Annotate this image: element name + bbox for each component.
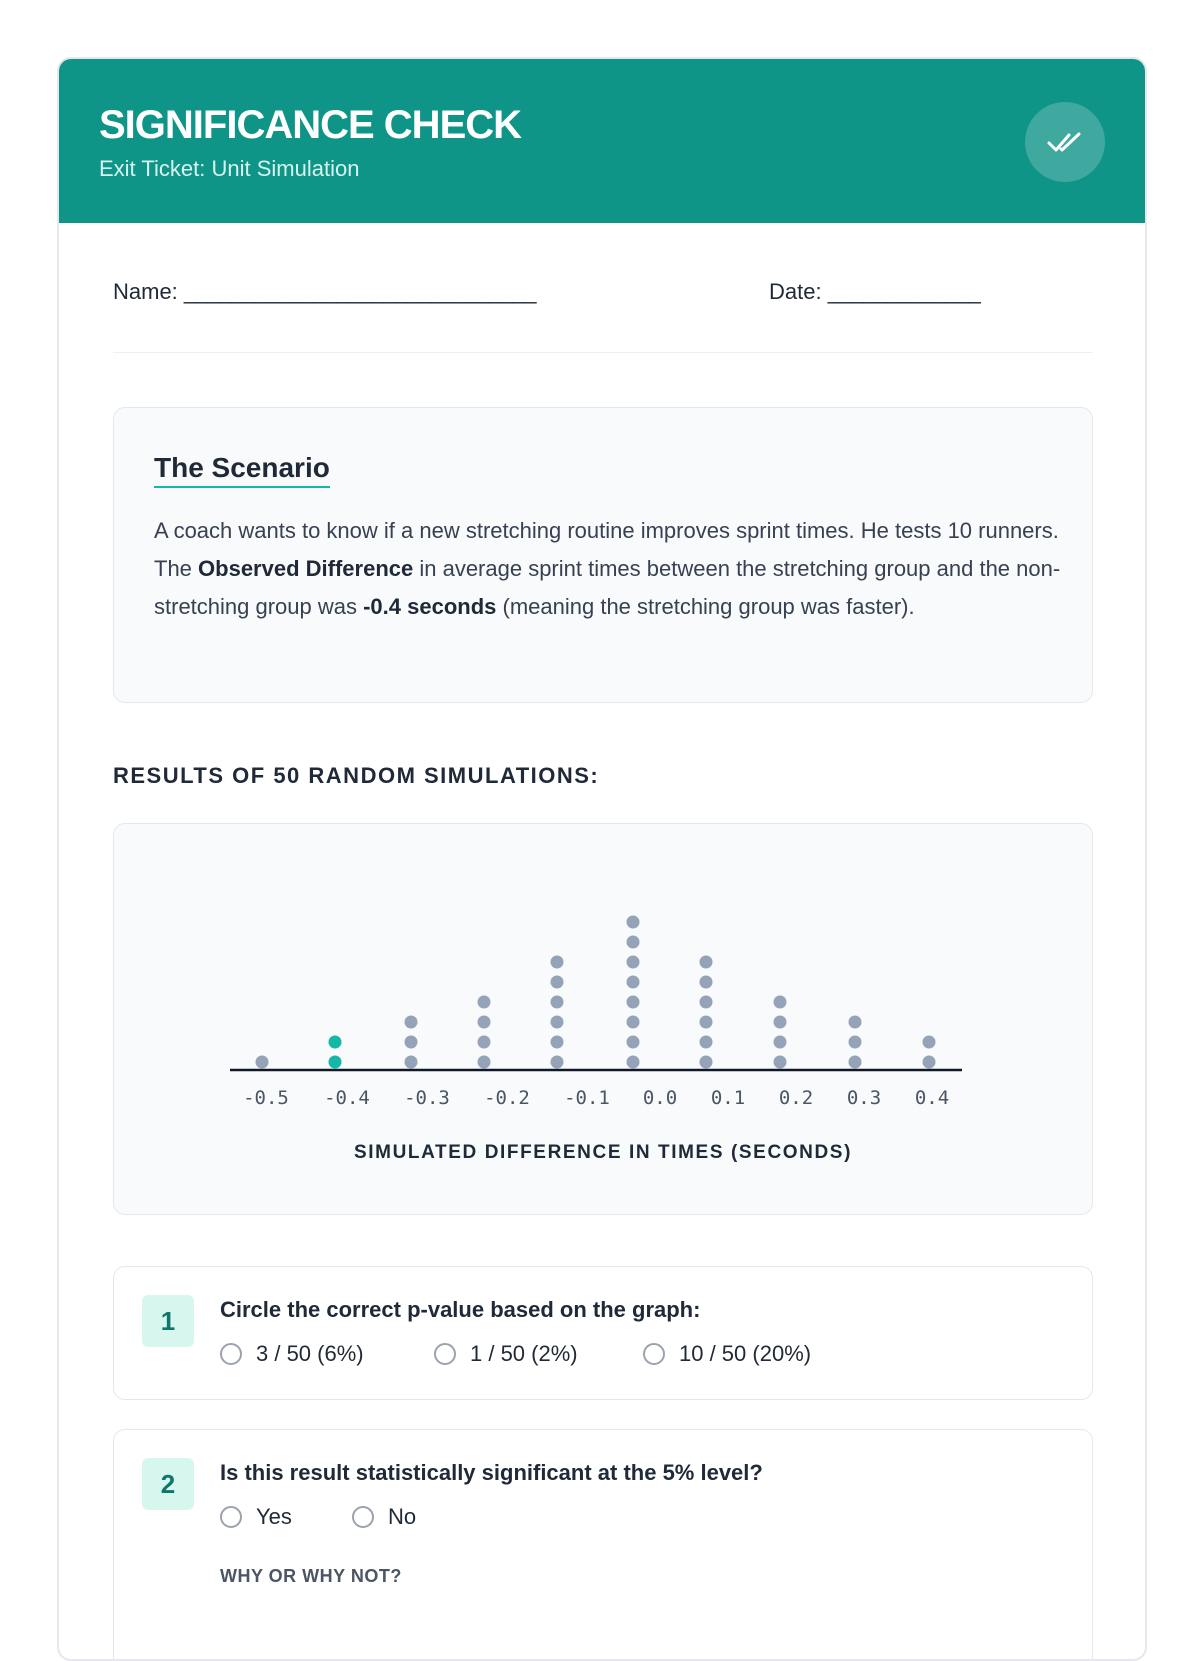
dot-0.0-6 — [627, 956, 640, 969]
question-text: Circle the correct p-value based on the graph: — [220, 1297, 701, 1322]
dot-0.2-1 — [774, 1056, 787, 1069]
divider — [113, 352, 1093, 353]
option-label: Yes — [256, 1504, 292, 1529]
question-number: 2 — [142, 1458, 194, 1510]
dot-0.3-1 — [849, 1056, 862, 1069]
option-no[interactable] — [352, 1504, 416, 1530]
dot-0.0-4 — [627, 996, 640, 1009]
x-tick-label: 0.1 — [710, 1087, 746, 1109]
option-10-50[interactable] — [643, 1341, 811, 1367]
dot--0.3-1 — [405, 1056, 418, 1069]
x-tick-label: -0.3 — [404, 1087, 450, 1109]
header — [59, 59, 1145, 223]
dot-0.0-5 — [627, 976, 640, 989]
dot-0.1-4 — [700, 996, 713, 1009]
why-label: WHY OR WHY NOT? — [220, 1566, 402, 1586]
radio-button[interactable] — [220, 1506, 242, 1528]
dot-0.2-2 — [774, 1036, 787, 1049]
x-tick-label: -0.4 — [324, 1087, 370, 1109]
dot--0.3-3 — [405, 1016, 418, 1029]
question-text: Is this result statistically significant at the 5% level? — [220, 1460, 763, 1485]
scenario-text-1: A coach wants to know if a new stretching routine improves sprint times. He tests 10 runners. The — [154, 518, 1059, 581]
x-tick-label: 0.4 — [914, 1087, 950, 1109]
dot--0.5-1 — [256, 1056, 269, 1069]
page-title: SIGNIFICANCE CHECK — [99, 103, 522, 147]
question-number: 1 — [142, 1295, 194, 1347]
dot-0.3-3 — [849, 1016, 862, 1029]
dot-0.3-2 — [849, 1036, 862, 1049]
option-label: 3 / 50 (6%) — [256, 1341, 364, 1366]
x-tick-label: -0.1 — [564, 1087, 610, 1109]
x-tick-label: 0.3 — [846, 1087, 882, 1109]
dot--0.4-2 — [329, 1036, 342, 1049]
dot--0.2-4 — [478, 996, 491, 1009]
option-label: 10 / 50 (20%) — [679, 1341, 812, 1366]
dot--0.1-1 — [551, 1056, 564, 1069]
dot-0.1-2 — [700, 1036, 713, 1049]
dot-0.1-3 — [700, 1016, 713, 1029]
check-badge — [1025, 102, 1105, 182]
dot--0.2-3 — [478, 1016, 491, 1029]
dot--0.3-2 — [405, 1036, 418, 1049]
dot--0.1-5 — [551, 976, 564, 989]
dot-0.2-3 — [774, 1016, 787, 1029]
scenario-title: The Scenario — [154, 452, 330, 488]
option-label: No — [388, 1504, 417, 1529]
dot-0.0-3 — [627, 1016, 640, 1029]
x-tick-label: -0.5 — [243, 1087, 289, 1109]
question-1 — [113, 1266, 1093, 1400]
dot--0.2-2 — [478, 1036, 491, 1049]
scenario-text-2: in average sprint times between the stretching group and the non-stretching group was — [154, 556, 1061, 619]
page-subtitle: Exit Ticket: Unit Simulation — [99, 156, 360, 181]
radio-button[interactable] — [434, 1343, 456, 1365]
option-1-50[interactable] — [434, 1341, 643, 1367]
date-field[interactable] — [769, 279, 980, 305]
x-tick-label: -0.2 — [484, 1087, 530, 1109]
dot--0.4-1 — [329, 1056, 342, 1069]
question-options — [220, 1341, 811, 1367]
dot--0.1-6 — [551, 956, 564, 969]
x-axis-label: SIMULATED DIFFERENCE IN TIMES (SECONDS) — [354, 1142, 852, 1163]
option-label: 1 / 50 (2%) — [470, 1341, 578, 1366]
dot-0.1-6 — [700, 956, 713, 969]
dot-0.0-8 — [627, 916, 640, 929]
exit-ticket-card — [57, 57, 1147, 1661]
dot-0.4-1 — [923, 1056, 936, 1069]
name-line: ______________________________ — [183, 279, 536, 304]
x-tick-label: 0.0 — [642, 1087, 678, 1109]
dot-plot-box — [113, 823, 1093, 1215]
dot-0.0-2 — [627, 1036, 640, 1049]
scenario-box — [113, 407, 1093, 703]
date-line: _____________ — [827, 279, 981, 304]
results-label: RESULTS OF 50 RANDOM SIMULATIONS: — [113, 763, 600, 788]
dot-0.1-5 — [700, 976, 713, 989]
dot-0.2-4 — [774, 996, 787, 1009]
dot-0.0-1 — [627, 1056, 640, 1069]
dot-0.1-1 — [700, 1056, 713, 1069]
option-yes[interactable] — [220, 1504, 352, 1530]
double-check-icon — [1045, 122, 1085, 162]
scenario-text-3: (meaning the stretching group was faster). — [496, 594, 915, 619]
x-tick-label: 0.2 — [778, 1087, 814, 1109]
radio-button[interactable] — [352, 1506, 374, 1528]
dot--0.1-3 — [551, 1016, 564, 1029]
dot--0.1-4 — [551, 996, 564, 1009]
radio-button[interactable] — [643, 1343, 665, 1365]
student-fields — [113, 279, 1093, 339]
dot--0.2-1 — [478, 1056, 491, 1069]
dot-0.4-2 — [923, 1036, 936, 1049]
radio-button[interactable] — [220, 1343, 242, 1365]
scenario-text — [154, 512, 1064, 626]
question-options — [220, 1504, 416, 1530]
scenario-bold-2: -0.4 seconds — [363, 594, 497, 619]
name-label: Name: — [113, 279, 178, 304]
dot-0.0-7 — [627, 936, 640, 949]
scenario-bold-1: Observed Difference — [198, 556, 414, 581]
name-field[interactable] — [113, 279, 536, 305]
date-label: Date: — [769, 279, 822, 304]
question-2 — [113, 1429, 1093, 1661]
dot-plot — [114, 824, 1092, 1214]
dot--0.1-2 — [551, 1036, 564, 1049]
option-3-50[interactable] — [220, 1341, 434, 1367]
